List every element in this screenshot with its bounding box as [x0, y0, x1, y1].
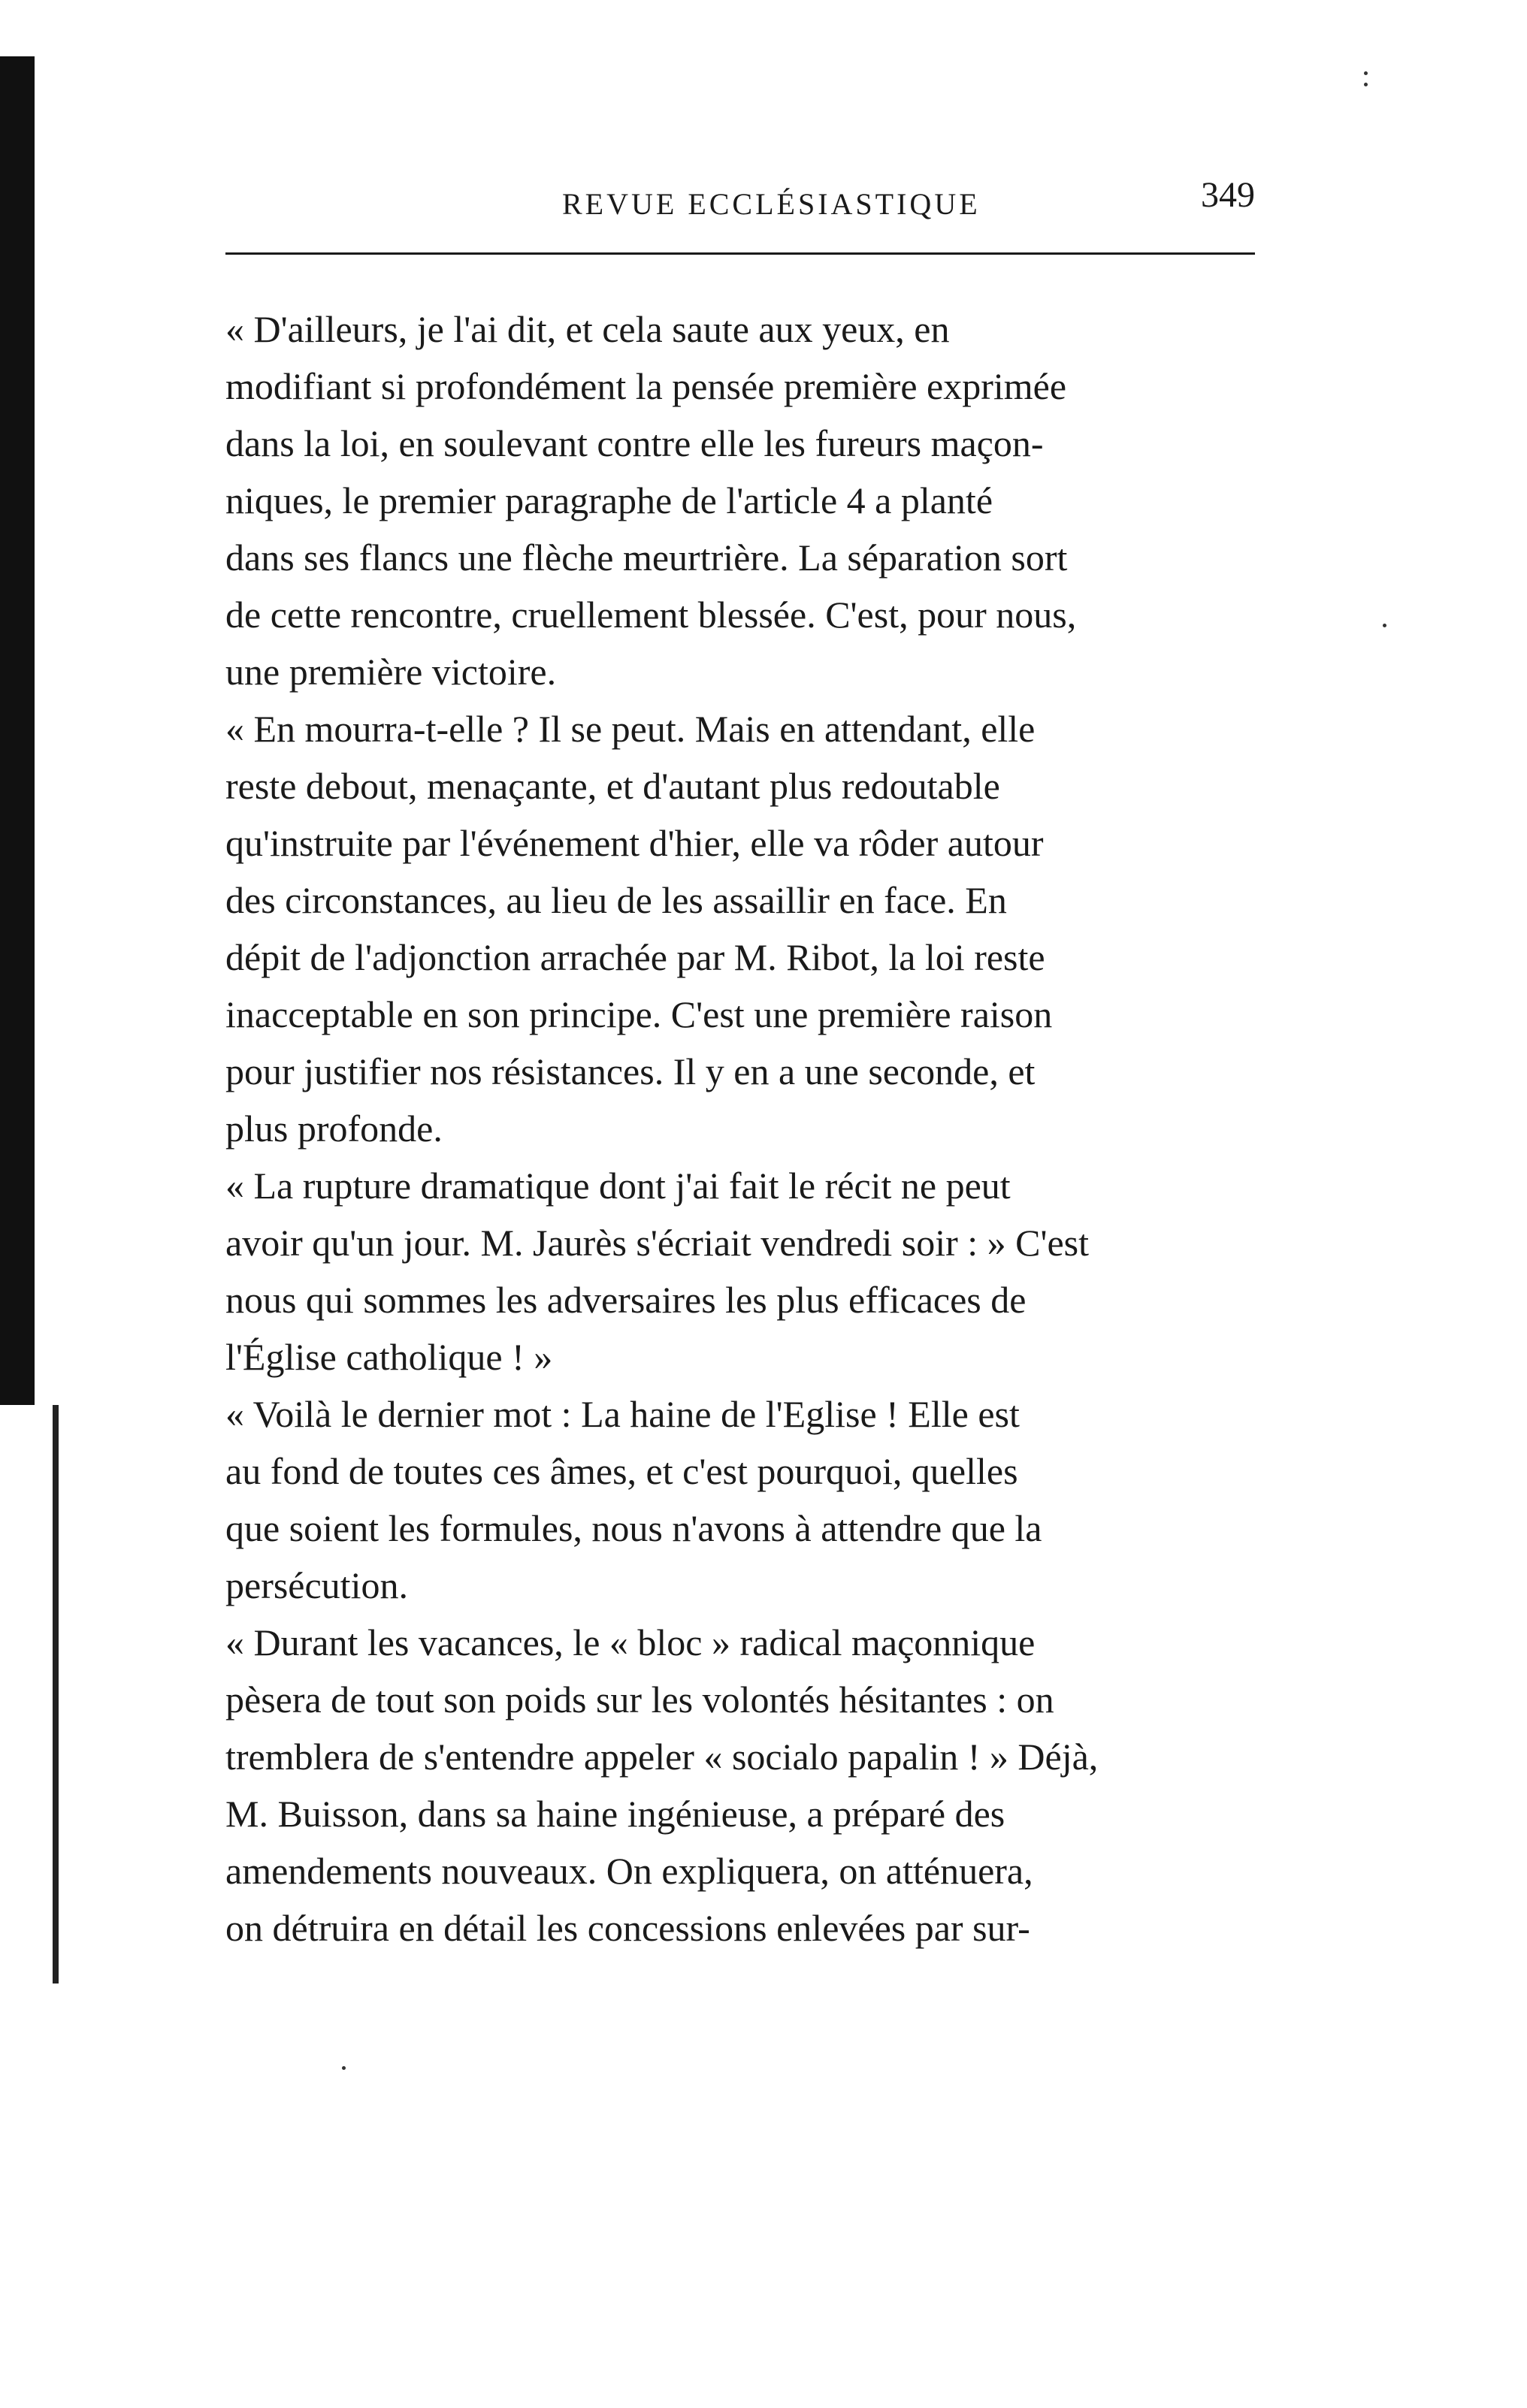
paragraph: [225, 301, 1278, 700]
body-text: [225, 301, 1278, 1956]
text-line: reste debout, menaçante, et d'autant plus redoutable: [225, 765, 1000, 807]
text-line: amendements nouveaux. On expliquera, on atténuera,: [225, 1850, 1033, 1892]
scan-binding-shadow-lower: [53, 1405, 59, 1984]
text-line: pour justifier nos résistances. Il y en a une seconde, et: [225, 1050, 1036, 1092]
text-line: « Voilà le dernier mot : La haine de l'Eglise ! Elle est: [225, 1393, 1020, 1435]
text-line: dans la loi, en soulevant contre elle les fureurs maçon-: [225, 422, 1044, 464]
page-number: 349: [1201, 175, 1255, 215]
paragraph: [225, 1157, 1278, 1385]
text-line: qu'instruite par l'événement d'hier, elle va rôder autour: [225, 822, 1044, 864]
text-line: des circonstances, au lieu de les assaillir en face. En: [225, 879, 1007, 921]
scan-speck: [1364, 71, 1368, 75]
scan-speck: [342, 2066, 346, 2070]
text-line: dépit de l'adjonction arrachée par M. Ribot, la loi reste: [225, 936, 1045, 978]
text-line: de cette rencontre, cruellement blessée. C'est, pour nous,: [225, 594, 1077, 636]
text-line: « Durant les vacances, le « bloc » radical maçonnique: [225, 1621, 1036, 1663]
text-line: modifiant si profondément la pensée première exprimée: [225, 365, 1067, 407]
text-line: on détruira en détail les concessions enlevées par sur-: [225, 1907, 1030, 1949]
text-line: plus profonde.: [225, 1107, 443, 1150]
text-line: niques, le premier paragraphe de l'article 4 a planté: [225, 479, 993, 521]
text-line: dans ses flancs une flèche meurtrière. La séparation sort: [225, 536, 1068, 579]
text-line: que soient les formules, nous n'avons à attendre que la: [225, 1507, 1042, 1549]
text-line: une première victoire.: [225, 651, 557, 693]
text-line: inacceptable en son principe. C'est une première raison: [225, 993, 1053, 1035]
text-line: l'Église catholique ! »: [225, 1336, 553, 1378]
scan-speck: [1383, 624, 1386, 627]
text-line: « La rupture dramatique dont j'ai fait le récit ne peut: [225, 1165, 1011, 1207]
text-line: persécution.: [225, 1564, 408, 1606]
paragraph: [225, 1385, 1278, 1614]
text-line: pèsera de tout son poids sur les volontés hésitantes : on: [225, 1678, 1054, 1721]
text-line: nous qui sommes les adversaires les plus efficaces de: [225, 1279, 1027, 1321]
text-line: « En mourra-t-elle ? Il se peut. Mais en attendant, elle: [225, 708, 1036, 750]
header-rule: [225, 252, 1255, 255]
text-line: tremblera de s'entendre appeler « socialo papalin ! » Déjà,: [225, 1736, 1099, 1778]
scan-binding-shadow: [0, 56, 35, 1405]
scan-speck: [1364, 83, 1368, 86]
text-line: avoir qu'un jour. M. Jaurès s'écriait vendredi soir : » C'est: [225, 1222, 1090, 1264]
paragraph: [225, 1614, 1278, 1956]
paragraph: [225, 700, 1278, 1157]
running-head: REVUE ECCLÉSIASTIQUE: [562, 187, 981, 221]
text-line: M. Buisson, dans sa haine ingénieuse, a préparé des: [225, 1793, 1005, 1835]
text-line: au fond de toutes ces âmes, et c'est pourquoi, quelles: [225, 1450, 1018, 1492]
page-header: [225, 174, 1255, 227]
text-line: « D'ailleurs, je l'ai dit, et cela saute aux yeux, en: [225, 308, 950, 350]
